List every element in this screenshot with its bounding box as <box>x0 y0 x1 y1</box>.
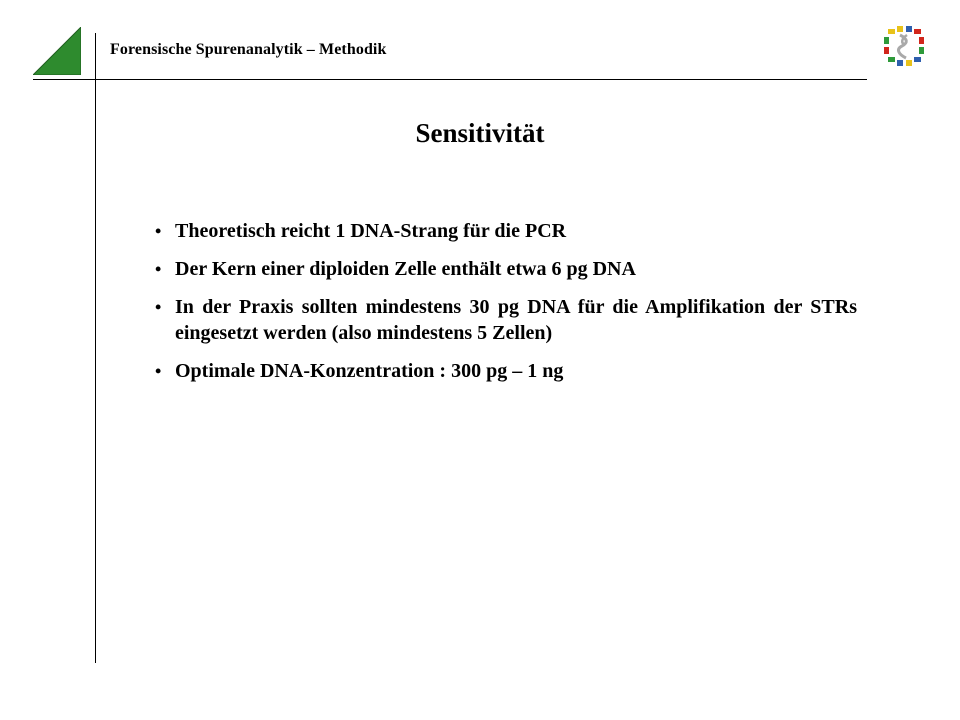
list-item <box>155 256 857 282</box>
header-divider <box>33 79 867 80</box>
slide-title: Sensitivität <box>415 118 545 148</box>
bullet-marker: • <box>155 297 162 317</box>
bullet-list <box>155 218 857 396</box>
bullet-marker: • <box>155 259 162 279</box>
bullet-text: In der Praxis sollten mindestens 30 pg DNA für die Amplifikation der STRs eingesetzt werden (also mindestens 5 Zellen) <box>175 296 857 344</box>
header-title: Forensische Spurenanalytik – Methodik <box>110 41 387 58</box>
bullet-text: Optimale DNA-Konzentration : 300 pg – 1 ng <box>175 360 564 382</box>
green-triangle-icon <box>33 27 81 75</box>
list-item <box>155 218 857 244</box>
forensic-institute-logo <box>881 25 927 67</box>
bullet-text: Der Kern einer diploiden Zelle enthält etwa 6 pg DNA <box>175 258 636 280</box>
list-item <box>155 358 857 384</box>
bullet-text: Theoretisch reicht 1 DNA-Strang für die PCR <box>175 220 567 242</box>
bullet-marker: • <box>155 361 162 381</box>
bullet-marker: • <box>155 221 162 241</box>
list-item <box>155 294 857 346</box>
